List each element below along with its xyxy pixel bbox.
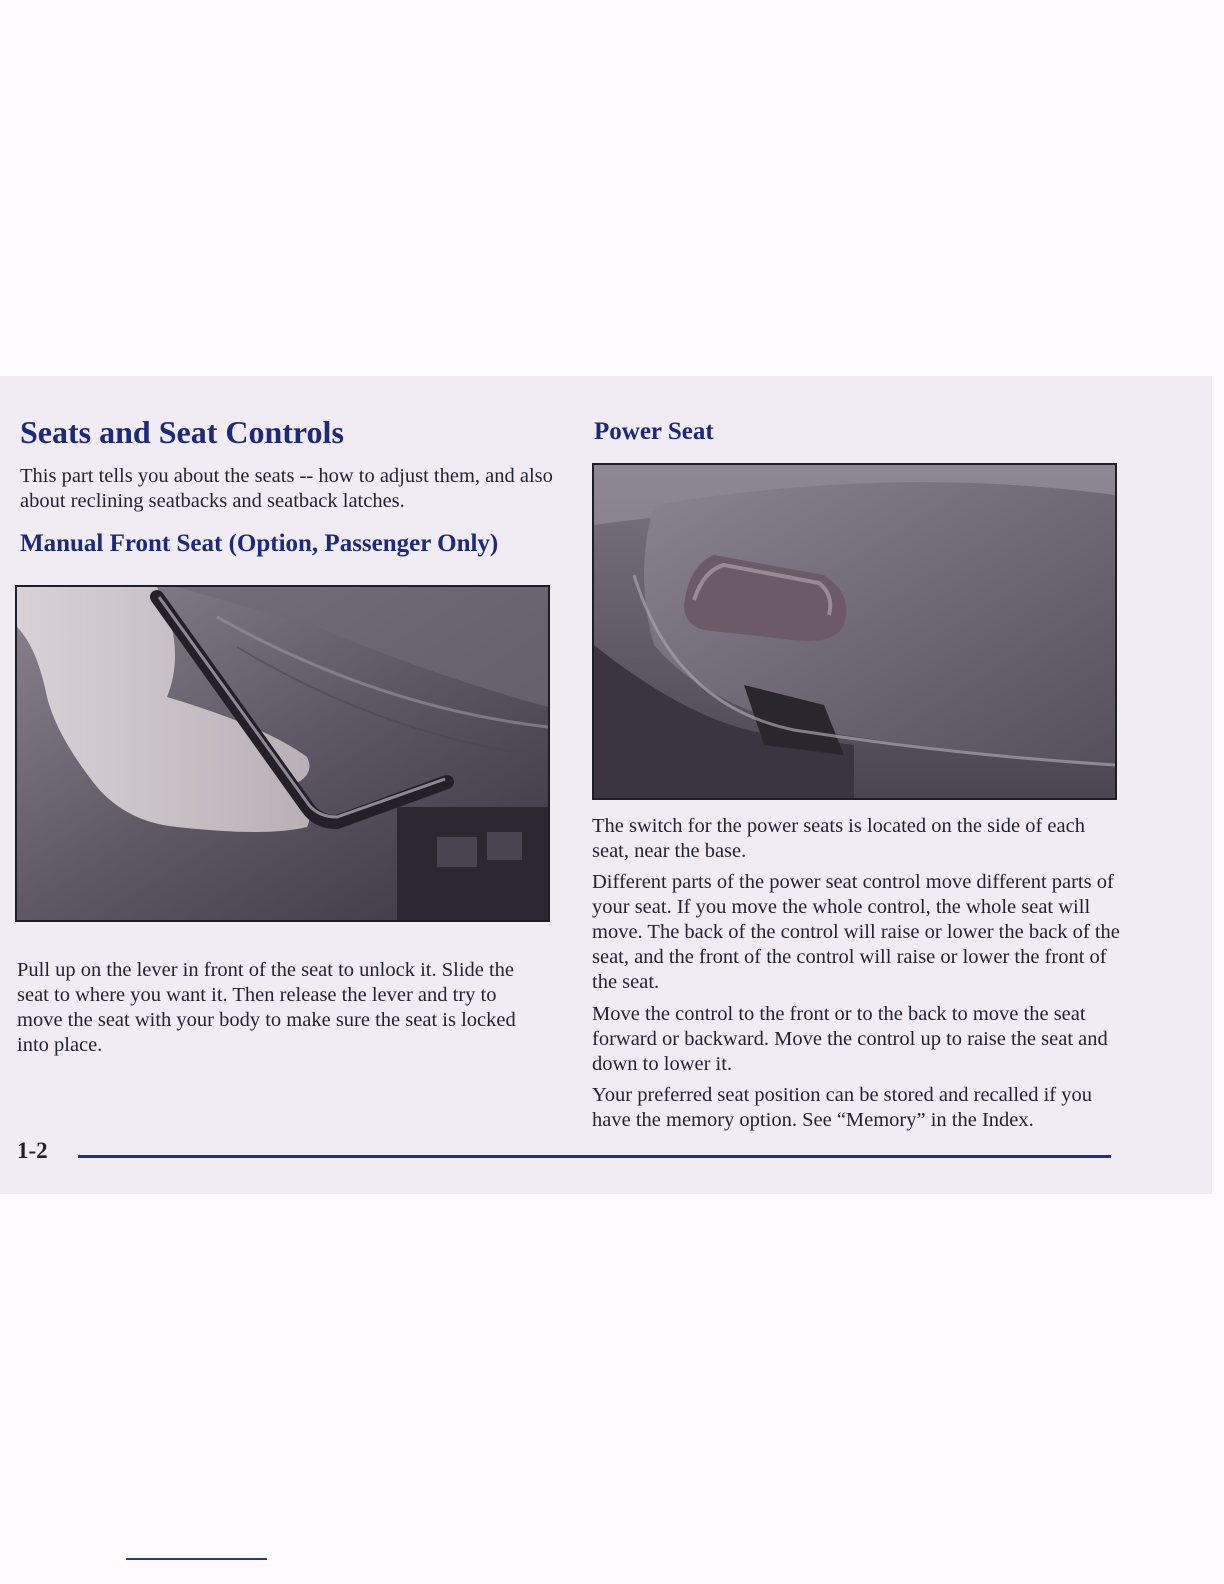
manual-seat-text: Pull up on the lever in front of the seat to unlock it. Slide the seat to where you want it. Then release the lever and try to move the seat with your body to make sure the seat is locked into place. [17,959,516,1056]
page-number: 1-2 [17,1138,48,1163]
power-seat-switch-photo [592,463,1117,800]
bottom-divider [126,1558,267,1560]
page-title: Seats and Seat Controls [20,414,344,450]
power-seat-paragraph-2: Different parts of the power seat control move different parts of your seat. If you move the whole control, the whole seat will move. The back of the control will raise or lower the back of the seat, and the front of the control will raise or lower the front of the seat. [592,871,1120,993]
power-seat-heading: Power Seat [594,418,714,445]
manual-seat-heading: Manual Front Seat (Option, Passenger Only) [20,530,499,557]
footer-rule [78,1155,1111,1158]
manual-seat-lever-photo [15,585,550,922]
power-seat-paragraph-1: The switch for the power seats is located on the side of each seat, near the base. [592,815,1085,862]
power-seat-paragraph-4: Your preferred seat position can be stored and recalled if you have the memory option. See “Memory” in the Index. [592,1084,1092,1131]
intro-paragraph: This part tells you about the seats -- how to adjust them, and also about reclining seatbacks and seatback latches. [20,465,553,512]
power-seat-paragraph-3: Move the control to the front or to the back to move the seat forward or backward. Move the control up to raise the seat and down to lower it. [592,1003,1108,1075]
